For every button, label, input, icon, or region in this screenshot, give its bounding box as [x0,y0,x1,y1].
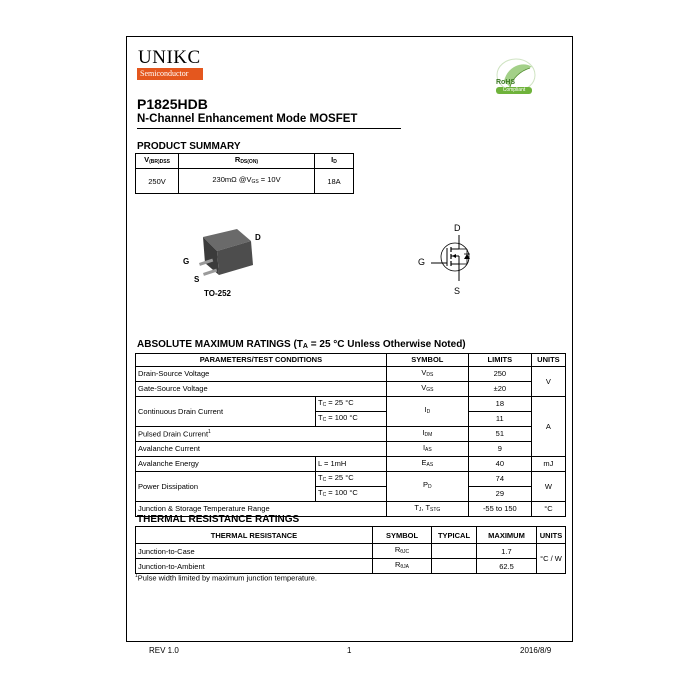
table-row: Avalanche Energy L = 1mH $E_{AS}$ 40 mJ [136,456,566,471]
ps-header-id: $I_D$ [315,154,354,169]
title-underline [137,128,401,129]
brand-logo: UNIKC [138,47,201,68]
package-pin-s: S [194,275,200,284]
package-illustration [177,223,277,293]
abs-header-param: PARAMETERS/TEST CONDITIONS [136,354,387,367]
table-row: $T_C = 100$ °C 11 [136,411,566,426]
thermal-header-units: UNITS [537,527,566,544]
rohs-badge [494,57,538,97]
ps-header-rds: $R_{DS(ON)}$ [179,154,315,169]
footer-rev: REV 1.0 [149,646,179,655]
to252-package-icon [177,223,277,293]
thermal-header-symbol: SYMBOL [373,527,432,544]
mosfet-symbol [415,223,495,299]
rohs-label: RoHS [496,79,516,86]
symbol-pin-g: G [418,257,426,267]
table-row: Power Dissipation $T_C = 25$ °C $P_D$ 74 W [136,471,566,486]
ps-rds: 230mΩ $@V_{GS} = 10V$ [179,169,315,194]
product-summary-title: PRODUCT SUMMARY [137,141,241,152]
table-row: Continuous Drain Current $T_C = 25$ °C $I_D$ 18 A [136,396,566,411]
footer-date: 2016/8/9 [520,646,552,655]
table-row: Junction-to-Case $R_{\theta JC}$ 1.7 °C / W [136,544,566,559]
brand-subtitle: Semiconductor [137,68,203,80]
table-row: Junction-to-Ambient $R_{\theta JA}$ 62.5 [136,559,566,574]
datasheet-page [126,36,573,655]
package-label: TO-252 [204,289,231,298]
symbol-pin-d: D [454,223,461,233]
ps-header-vbr: $V_{(BR)DSS}$ [136,154,179,169]
package-pin-g: G [183,257,190,266]
abs-max-title: ABSOLUTE MAXIMUM RATINGS (TA = 25 °C Unless Otherwise Noted) [137,339,466,350]
ps-vbr: 250V [136,169,179,194]
package-pin-d: D [255,233,261,242]
table-row: $T_C = 100$ °C 29 [136,486,566,501]
footnote: $^1$Pulse width limited by maximum junction temperature. [135,573,318,583]
part-number: P1825HDB [137,96,208,112]
footer-page: 1 [347,646,352,655]
table-row: Gate-Source Voltage $V_{GS}$ ±20 [136,381,566,396]
thermal-header-typical: TYPICAL [432,527,477,544]
product-summary-table [135,153,354,194]
symbol-pin-s: S [454,286,461,296]
table-row: Pulsed Drain Current$^1$ $I_{DM}$ 51 [136,426,566,441]
abs-max-table [135,353,566,517]
thermal-title: THERMAL RESISTANCE RATINGS [137,514,300,525]
table-row: Junction & Storage Temperature Range $T_J$, $T_{STG}$ -55 to 150 °C [136,501,566,516]
ps-id: 18A [315,169,354,194]
rohs-compliant: Compliant [496,87,532,94]
abs-header-symbol: SYMBOL [386,354,468,367]
thermal-table [135,526,566,574]
table-row: Drain-Source Voltage $V_{DS}$ 250 V [136,366,566,381]
abs-header-units: UNITS [531,354,565,367]
device-description: N-Channel Enhancement Mode MOSFET [137,113,358,125]
table-row: Avalanche Current $I_{AS}$ 9 [136,441,566,456]
thermal-header-maximum: MAXIMUM [477,527,537,544]
thermal-header-param: THERMAL RESISTANCE [136,527,373,544]
abs-header-limits: LIMITS [468,354,531,367]
